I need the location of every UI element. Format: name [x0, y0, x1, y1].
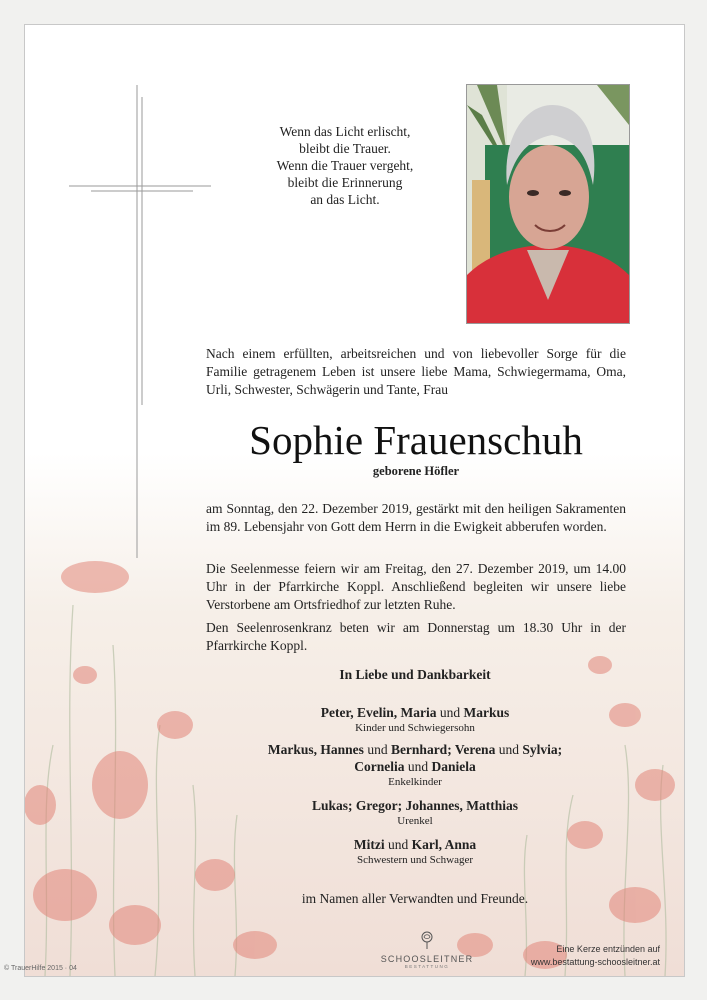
- birth-name: geborene Höfler: [372, 464, 460, 478]
- connector-word: und: [363, 742, 391, 757]
- mourner-name: Cornelia: [354, 759, 405, 774]
- mourner-names: [165, 836, 665, 853]
- mourner-name: Lukas; Gregor; Johannes, Matthias: [311, 798, 518, 813]
- candle-text: Eine Kerze entzünden auf: [556, 944, 660, 954]
- connector-word: und: [384, 837, 412, 852]
- candle-url[interactable]: www.bestattung-schoosleitner.at: [530, 957, 660, 967]
- poem-line: Wenn die Trauer vergeht,: [276, 158, 414, 173]
- mourner-name: Bernhard; Verena: [390, 742, 496, 757]
- connector-word: und: [495, 742, 523, 757]
- rosary-paragraph: Den Seelenrosenkranz beten wir am Donnerstag um 18.30 Uhr in der Pfarrkirche Koppl.: [206, 620, 626, 653]
- logo-subtitle: BESTATTUNG: [404, 964, 450, 969]
- poem-line: Wenn das Licht erlischt,: [279, 124, 411, 139]
- mourner-relation: Urenkel: [397, 815, 433, 827]
- connector-word: und: [436, 705, 464, 720]
- deceased-name: Sophie Frauenschuh: [249, 417, 583, 463]
- connector-word: und: [404, 759, 432, 774]
- mourner-group: [165, 741, 665, 790]
- portrait-photo: [466, 84, 630, 324]
- thanks-heading: In Liebe und Dankbarkeit: [339, 667, 491, 682]
- candle-link[interactable]: [531, 943, 660, 969]
- closing-line: im Namen aller Verwandten und Freunde.: [301, 891, 529, 906]
- mourner-names: [165, 797, 665, 814]
- mourner-name: Markus, Hannes: [267, 742, 364, 757]
- mourner-relation: Schwestern und Schwager: [356, 854, 474, 866]
- obituary-card: [24, 24, 685, 977]
- mourner-group: [165, 797, 665, 829]
- funeral-mass-paragraph: Die Seelenmesse feiern wir am Freitag, den 27. Dezember 2019, um 14.00 Uhr in der Pfarrkirche Koppl. Anschließend begleiten wir unsere liebe Verstorbene am Ortsfriedhof zur letzten Ruhe.: [206, 561, 626, 612]
- mourner-group: [165, 704, 665, 736]
- funeral-home-logo: [367, 931, 487, 969]
- intro-text: Nach einem erfüllten, arbeitsreichen und von liebevoller Sorge für die Familie getragenem Leben ist unsere liebe Mama, Schwiegermama, Oma, Urli, Schwester, Schwägerin und Tante, Frau: [206, 346, 626, 397]
- mourner-name: Daniela: [431, 759, 476, 774]
- mourner-name: Sylvia;: [522, 742, 563, 757]
- mourner-group: [165, 836, 665, 868]
- poem-line: bleibt die Trauer.: [299, 141, 391, 156]
- copyright: © TrauerHilfe 2015 · 04: [4, 965, 77, 972]
- poem: [255, 123, 435, 208]
- mourner-names: [165, 704, 665, 721]
- mourner-names: [165, 741, 665, 758]
- rose-logo-icon: [419, 931, 435, 949]
- logo-name: SCHOOSLEITNER: [380, 954, 474, 964]
- mourner-relation: Kinder und Schwiegersohn: [355, 722, 475, 734]
- mourner-name: Karl, Anna: [411, 837, 477, 852]
- mourner-names: [165, 758, 665, 775]
- poem-line: an das Licht.: [310, 192, 380, 207]
- death-notice-paragraph: am Sonntag, den 22. Dezember 2019, gestärkt mit den heiligen Sakramenten im 89. Lebensjahr von Gott dem Herrn in die Ewigkeit abberufen worden.: [206, 501, 626, 534]
- poem-line: bleibt die Erinnerung: [287, 175, 403, 190]
- mourner-name: Markus: [463, 705, 510, 720]
- mourner-name: Mitzi: [353, 837, 385, 852]
- mourner-relation: Enkelkinder: [388, 776, 442, 788]
- mourner-name: Peter, Evelin, Maria: [320, 705, 437, 720]
